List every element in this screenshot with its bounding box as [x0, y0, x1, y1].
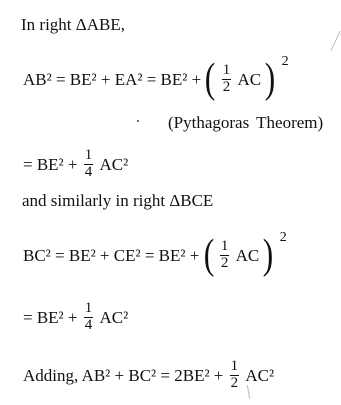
scan-mark — [330, 31, 340, 51]
theorem-note — [168, 114, 323, 131]
eq-bc-lhs: BC² = BE² + CE² = BE² + — [23, 245, 200, 265]
fraction-numerator: 1 — [220, 237, 229, 254]
term-ac: AC — [235, 245, 260, 265]
eq-adding-lhs: Adding, AB² + BC² = 2BE² + — [23, 365, 224, 385]
left-paren: ( — [203, 232, 214, 278]
right-paren: ) — [265, 56, 276, 102]
eq-result-1-lhs: = BE² + — [23, 154, 78, 174]
fraction-denominator: 2 — [230, 374, 239, 391]
term-ac-squared: AC² — [245, 365, 275, 385]
fraction-half — [220, 239, 230, 272]
equation-adding — [23, 359, 274, 392]
fraction-numerator: 1 — [222, 61, 231, 78]
fraction-denominator: 2 — [222, 78, 231, 95]
fraction-half — [222, 63, 232, 96]
fraction-denominator: 4 — [84, 316, 93, 333]
fraction-numerator: 1 — [84, 147, 93, 163]
exponent: 2 — [279, 229, 287, 245]
fraction-quarter — [84, 148, 94, 181]
left-paren: ( — [205, 56, 216, 102]
fraction-denominator: 2 — [220, 254, 229, 271]
fraction-numerator: 1 — [230, 358, 239, 374]
fraction-denominator: 4 — [84, 163, 93, 180]
text-line-5 — [22, 192, 213, 209]
equation-ab-squared — [23, 53, 289, 102]
equation-bc-squared — [23, 229, 287, 278]
text-line-1 — [21, 16, 125, 33]
equation-result-2 — [23, 301, 128, 334]
theorem-note-text: (Pythagoras Theorem) — [168, 113, 324, 132]
right-paren: ) — [263, 232, 274, 278]
eq-ab-lhs: AB² = BE² + EA² = BE² + — [23, 69, 202, 89]
line-5-text: and similarly in right ΔBCE — [22, 191, 214, 210]
term-ac-squared: AC² — [99, 307, 129, 327]
fraction-quarter — [84, 301, 94, 334]
exponent: 2 — [281, 53, 289, 69]
stray-dot — [137, 120, 139, 122]
equation-result-1 — [23, 148, 128, 181]
term-ac-squared: AC² — [99, 154, 129, 174]
line-1-text: In right ΔABE, — [21, 15, 125, 34]
eq-result-2-lhs: = BE² + — [23, 307, 78, 327]
fraction-half — [230, 359, 240, 392]
term-ac: AC — [237, 69, 262, 89]
fraction-numerator: 1 — [84, 300, 93, 316]
